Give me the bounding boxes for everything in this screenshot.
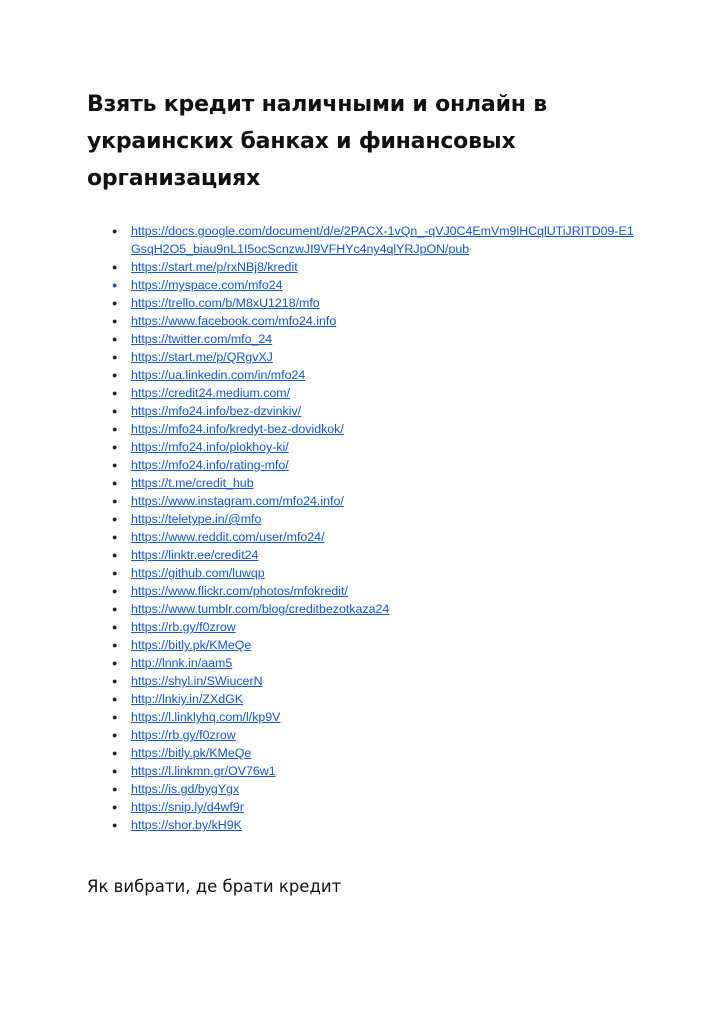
bullet-icon: ●: [112, 658, 118, 668]
hyperlink[interactable]: https://bitly.pk/KMeQe: [131, 746, 252, 760]
bullet-icon: ●: [112, 784, 118, 794]
list-item: [0, 510, 720, 528]
list-item: [0, 366, 720, 384]
hyperlink[interactable]: https://snip.ly/d4wf9r: [131, 800, 244, 814]
hyperlink[interactable]: https://credit24.medium.com/: [131, 386, 291, 400]
bullet-icon: ●: [112, 514, 118, 524]
hyperlink[interactable]: https://mfo24.info/kredyt-bez-dovidkok/: [131, 422, 344, 436]
bullet-icon: ●: [112, 334, 118, 344]
hyperlink[interactable]: https://www.instagram.com/mfo24.info/: [131, 494, 344, 508]
list-item: [0, 294, 720, 312]
bullet-icon: ●: [112, 640, 118, 650]
hyperlink[interactable]: https://trello.com/b/M8xU1218/mfo: [131, 296, 320, 310]
hyperlink[interactable]: https://rb.gy/f0zrow: [131, 620, 236, 634]
list-item: [0, 762, 720, 780]
hyperlink[interactable]: https://linktr.ee/credit24: [131, 548, 259, 562]
bullet-icon: ●: [112, 496, 118, 506]
hyperlink[interactable]: https://www.tumblr.com/blog/creditbezotkaza24: [131, 602, 390, 616]
page-title: [87, 86, 647, 197]
link-list: [0, 222, 720, 834]
bullet-icon: ●: [112, 298, 118, 308]
bullet-icon: ●: [112, 226, 118, 236]
list-item: [0, 528, 720, 546]
list-item: [0, 618, 720, 636]
bullet-icon: ●: [112, 820, 118, 830]
list-item: [0, 402, 720, 420]
hyperlink[interactable]: https://shor.by/kH9K: [131, 818, 242, 832]
hyperlink[interactable]: https://mfo24.info/bez-dzvinkiv/: [131, 404, 302, 418]
section-heading: Як вибрати, де брати кредит: [87, 877, 342, 896]
hyperlink[interactable]: https://l.linklyhq.com/l/kp9V: [131, 710, 281, 724]
list-item: [0, 690, 720, 708]
bullet-icon: ●: [112, 604, 118, 614]
hyperlink[interactable]: https://start.me/p/QRgvXJ: [131, 350, 273, 364]
list-item: [0, 600, 720, 618]
hyperlink[interactable]: https://myspace.com/mfo24: [131, 278, 283, 292]
list-item: [0, 348, 720, 366]
list-item: [0, 708, 720, 726]
hyperlink[interactable]: https://ua.linkedin.com/in/mfo24: [131, 368, 306, 382]
bullet-icon: ●: [112, 388, 118, 398]
list-item: [0, 744, 720, 762]
bullet-icon: ●: [112, 766, 118, 776]
page-title-line: Взять кредит наличными и онлайн в: [87, 92, 547, 117]
bullet-icon: ●: [112, 352, 118, 362]
bullet-icon: ●: [112, 370, 118, 380]
list-item: [0, 384, 720, 402]
hyperlink[interactable]: https://mfo24.info/plokhoy-ki/: [131, 440, 289, 454]
hyperlink[interactable]: https://bitly.pk/KMeQe: [131, 638, 252, 652]
list-item: [0, 420, 720, 438]
list-item: [0, 780, 720, 798]
list-item: [0, 438, 720, 456]
hyperlink[interactable]: https://www.flickr.com/photos/mfokredit/: [131, 584, 348, 598]
hyperlink[interactable]: http://lnkiy.in/ZXdGK: [131, 692, 244, 706]
list-item: [0, 456, 720, 474]
bullet-icon: ●: [112, 748, 118, 758]
list-item: [0, 546, 720, 564]
bullet-icon: ●: [112, 316, 118, 326]
bullet-icon: ●: [112, 478, 118, 488]
bullet-icon: ●: [112, 280, 118, 290]
bullet-icon: ●: [112, 730, 118, 740]
bullet-icon: ●: [112, 532, 118, 542]
list-item: [0, 654, 720, 672]
list-item: [0, 330, 720, 348]
hyperlink[interactable]: https://l.linkmn.gr/OV76w1: [131, 764, 276, 778]
bullet-icon: ●: [112, 622, 118, 632]
bullet-icon: ●: [112, 802, 118, 812]
hyperlink[interactable]: https://teletype.in/@mfo: [131, 512, 262, 526]
list-item: [0, 474, 720, 492]
list-item: [0, 726, 720, 744]
list-item: [0, 798, 720, 816]
list-item: [0, 636, 720, 654]
bullet-icon: ●: [112, 586, 118, 596]
bullet-icon: ●: [112, 694, 118, 704]
hyperlink[interactable]: https://www.reddit.com/user/mfo24/: [131, 530, 325, 544]
list-item: [0, 276, 720, 294]
bullet-icon: ●: [112, 568, 118, 578]
bullet-icon: ●: [112, 676, 118, 686]
hyperlink[interactable]: https://mfo24.info/rating-mfo/: [131, 458, 289, 472]
bullet-icon: ●: [112, 442, 118, 452]
list-item: [0, 582, 720, 600]
list-item: [0, 672, 720, 690]
list-item: [0, 222, 720, 258]
hyperlink[interactable]: https://docs.google.com/document/d/e/2PACX-1vQn_-qVJ0C4EmVm9lHCqlUTiJRITD09-E1GsqH2O5_biau9nL1I5ocScnzwJI9VFHYc4ny4qlYRJpON/pub: [131, 224, 634, 256]
list-item: [0, 564, 720, 582]
list-item: [0, 258, 720, 276]
hyperlink[interactable]: http://lnnk.in/aam5: [131, 656, 233, 670]
page-title-line: организациях: [87, 166, 261, 191]
bullet-icon: ●: [112, 262, 118, 272]
hyperlink[interactable]: https://github.com/luwqp: [131, 566, 265, 580]
list-item: [0, 816, 720, 834]
bullet-icon: ●: [112, 550, 118, 560]
hyperlink[interactable]: https://start.me/p/rxNBj8/kredit: [131, 260, 298, 274]
list-item: [0, 492, 720, 510]
page-title-line: украинских банках и финансовых: [87, 129, 516, 154]
bullet-icon: ●: [112, 424, 118, 434]
hyperlink[interactable]: https://rb.gy/f0zrow: [131, 728, 236, 742]
bullet-icon: ●: [112, 712, 118, 722]
hyperlink[interactable]: https://is.gd/bygYgx: [131, 782, 240, 796]
hyperlink[interactable]: https://www.facebook.com/mfo24.info: [131, 314, 337, 328]
hyperlink[interactable]: https://shyl.in/SWiucerN: [131, 674, 263, 688]
hyperlink[interactable]: https://t.me/credit_hub: [131, 476, 254, 490]
bullet-icon: ●: [112, 460, 118, 470]
hyperlink[interactable]: https://twitter.com/mfo_24: [131, 332, 273, 346]
list-item: [0, 312, 720, 330]
bullet-icon: ●: [112, 406, 118, 416]
